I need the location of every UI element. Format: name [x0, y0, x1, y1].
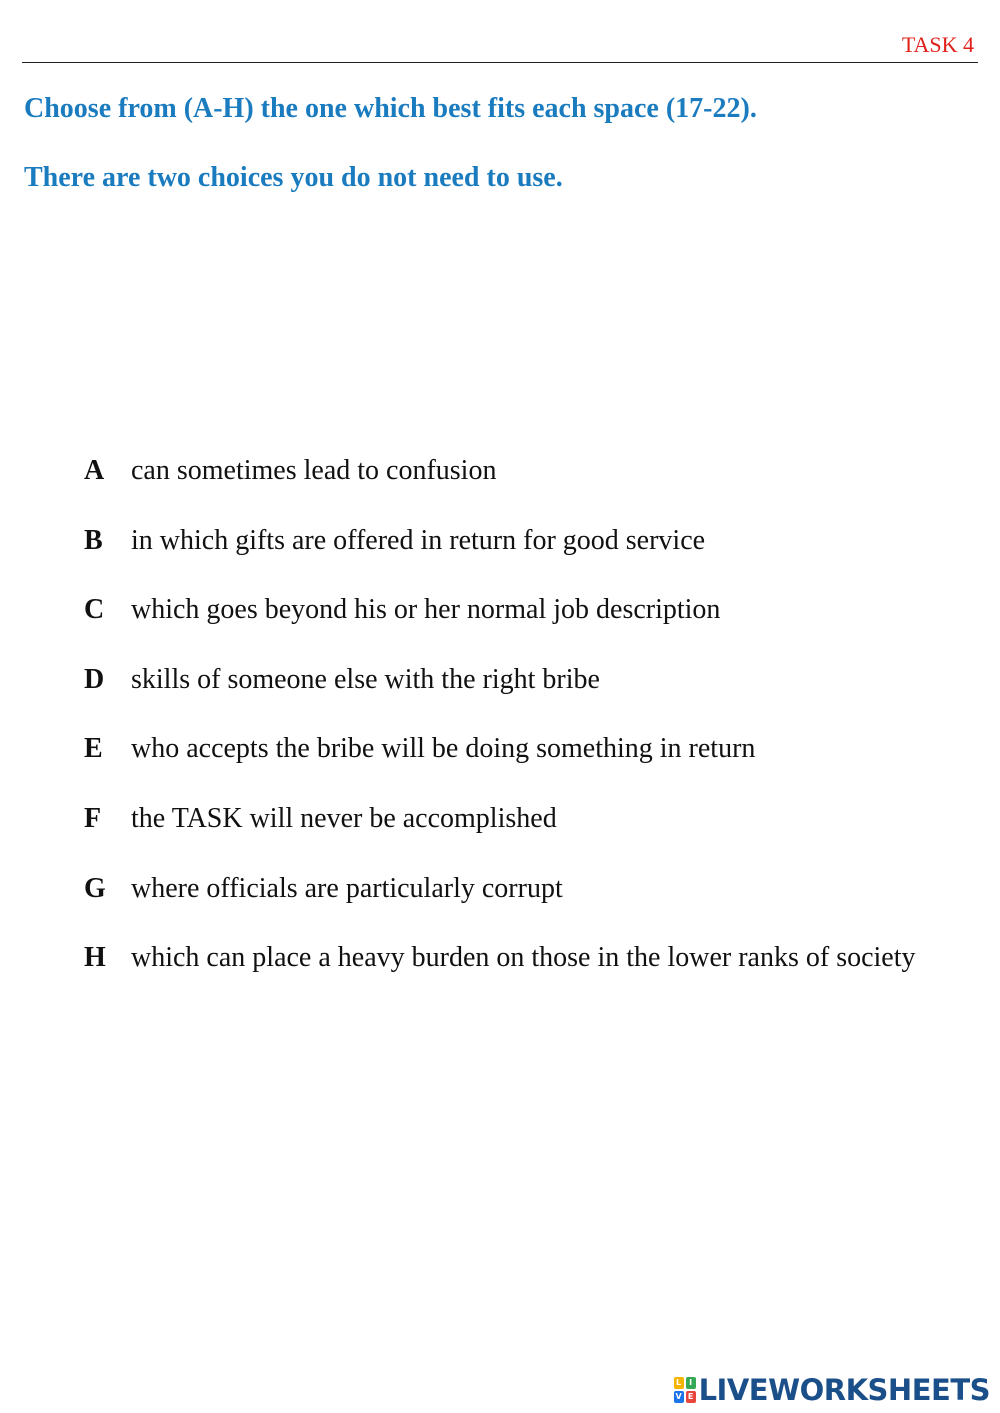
brand-name: LIVEWORKSHEETS — [698, 1373, 990, 1407]
option-text: who accepts the bribe will be doing something in return — [131, 733, 756, 765]
liveworksheets-logo-icon — [674, 1377, 696, 1403]
logo-tile-i: I — [686, 1377, 696, 1389]
option-letter: E — [84, 733, 103, 765]
option-letter: C — [84, 594, 105, 626]
instruction-line-2: There are two choices you do not need to use. — [24, 162, 563, 193]
task-label: TASK 4 — [901, 32, 974, 57]
option-text: where officials are particularly corrupt — [131, 872, 563, 904]
option-letter: H — [84, 942, 106, 974]
option-text: which can place a heavy burden on those in the lower ranks of society — [131, 942, 916, 974]
option-c — [84, 594, 984, 664]
option-g — [84, 873, 984, 943]
option-text: can sometimes lead to confusion — [131, 455, 497, 486]
header-divider — [22, 62, 978, 63]
logo-tile-v: V — [675, 1392, 682, 1401]
logo-tile-l: L — [674, 1377, 684, 1389]
liveworksheets-brand[interactable] — [674, 1373, 990, 1407]
option-b — [84, 525, 984, 595]
option-a — [84, 455, 984, 525]
instruction-line-1: Choose from (A-H) the one which best fits each space (17-22). — [24, 93, 757, 124]
option-text: skills of someone else with the right bribe — [131, 663, 600, 695]
option-h — [84, 942, 984, 1012]
option-letter: G — [84, 872, 106, 904]
logo-tile-e: E — [686, 1391, 696, 1403]
option-letter: F — [84, 802, 102, 834]
option-text: in which gifts are offered in return for good service — [131, 524, 706, 556]
options-list — [84, 455, 984, 1012]
option-d — [84, 664, 984, 734]
option-text: the TASK will never be accomplished — [131, 802, 557, 834]
option-f — [84, 803, 984, 873]
option-letter: D — [84, 663, 105, 695]
option-letter: A — [84, 455, 105, 486]
option-letter: B — [84, 524, 103, 556]
option-text: which goes beyond his or her normal job description — [131, 594, 721, 626]
option-e — [84, 733, 984, 803]
